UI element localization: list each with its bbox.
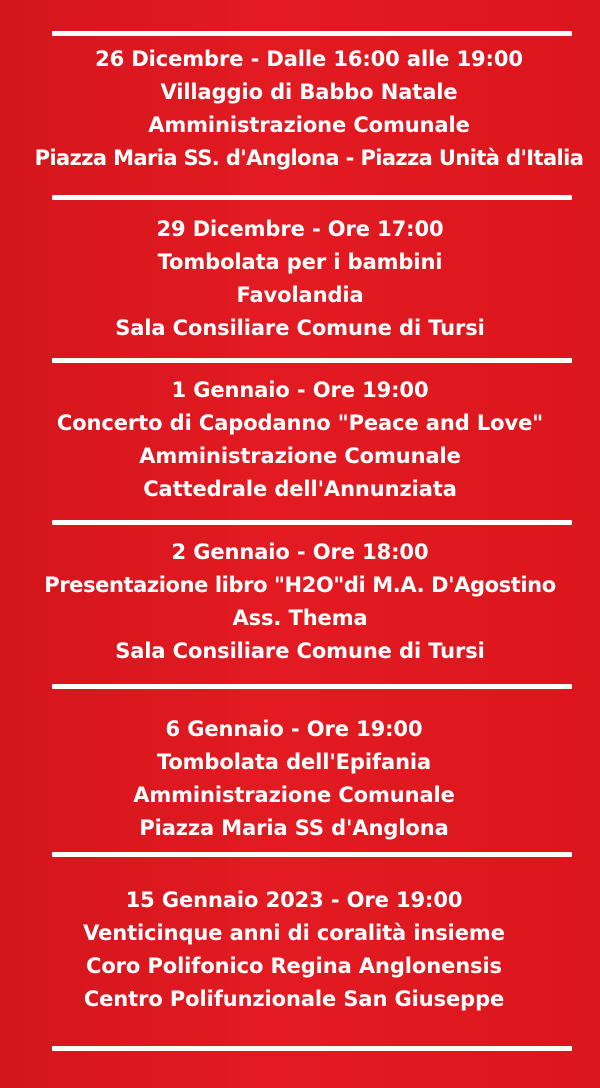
event-organizer: Favolandia — [236, 283, 364, 307]
event-organizer: Coro Polifonico Regina Anglonensis — [86, 954, 502, 978]
event-date: 29 Dicembre - Ore 17:00 — [156, 217, 444, 241]
divider — [52, 520, 572, 525]
event-location: Piazza Maria SS d'Anglona — [139, 816, 449, 840]
event-block — [0, 713, 600, 845]
event-title: Presentazione libro "H2O"di M.A. D'Agostino — [44, 573, 556, 597]
event-title: Tombolata dell'Epifania — [156, 750, 432, 774]
event-block — [0, 884, 600, 1016]
divider — [52, 31, 572, 36]
event-location: Centro Polifunzionale San Giuseppe — [83, 987, 505, 1011]
event-organizer: Amministrazione Comunale — [148, 113, 470, 137]
event-location: Piazza Maria SS. d'Anglona - Piazza Unità d'Italia — [34, 146, 584, 170]
event-organizer: Ass. Thema — [232, 606, 368, 630]
event-block — [0, 213, 600, 345]
divider — [52, 358, 572, 363]
event-location: Sala Consiliare Comune di Tursi — [115, 639, 485, 663]
event-block — [0, 43, 600, 175]
divider — [52, 1046, 572, 1051]
event-title: Tombolata per i bambini — [157, 250, 443, 274]
event-date: 2 Gennaio - Ore 18:00 — [171, 540, 429, 564]
event-title: Villaggio di Babbo Natale — [160, 80, 458, 104]
event-block — [0, 536, 600, 668]
event-date: 26 Dicembre - Dalle 16:00 alle 19:00 — [95, 47, 523, 71]
divider — [52, 852, 572, 857]
event-location: Cattedrale dell'Annunziata — [143, 477, 457, 501]
event-block — [0, 374, 600, 506]
event-date: 15 Gennaio 2023 - Ore 19:00 — [125, 888, 463, 912]
event-organizer: Amministrazione Comunale — [139, 444, 461, 468]
event-organizer: Amministrazione Comunale — [133, 783, 455, 807]
divider — [52, 684, 572, 689]
event-date: 6 Gennaio - Ore 19:00 — [165, 717, 423, 741]
event-date: 1 Gennaio - Ore 19:00 — [171, 378, 429, 402]
event-location: Sala Consiliare Comune di Tursi — [115, 316, 485, 340]
divider — [52, 195, 572, 200]
event-title: Venticinque anni di coralità insieme — [83, 921, 505, 945]
event-title: Concerto di Capodanno "Peace and Love" — [56, 411, 544, 435]
